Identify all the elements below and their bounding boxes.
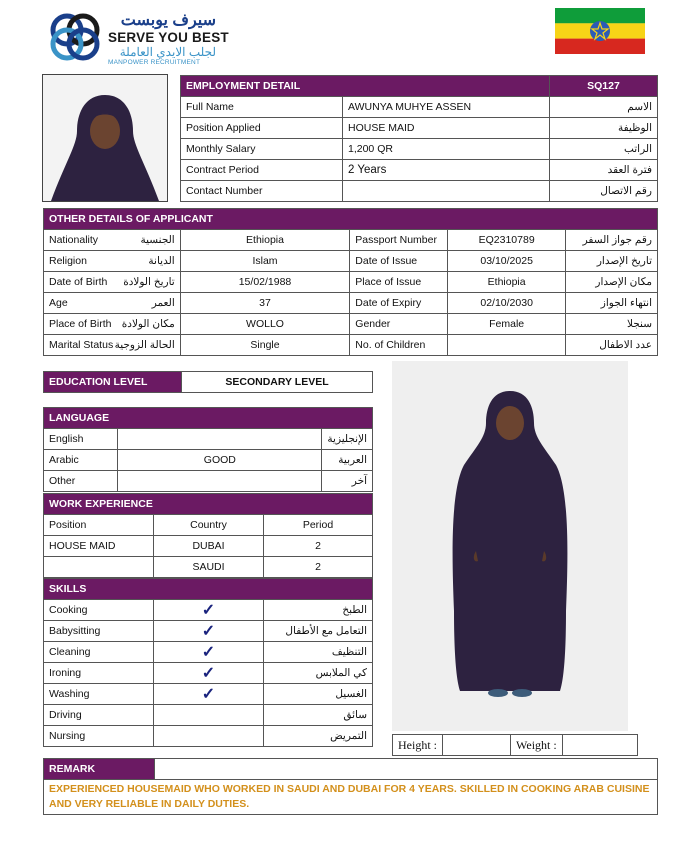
employment-row xyxy=(181,139,658,160)
language-row xyxy=(44,429,373,450)
row-value xyxy=(118,429,322,450)
row-label-arabic: رقم الاتصال xyxy=(550,181,658,202)
education-level-label: EDUCATION LEVEL xyxy=(44,372,182,393)
row-label: Place of Birth xyxy=(49,318,112,330)
skill-row xyxy=(44,684,373,705)
other-details-title: OTHER DETAILS OF APPLICANT xyxy=(44,209,658,230)
row-label: Nationality xyxy=(49,234,99,246)
company-logo-icon xyxy=(47,10,103,62)
employment-detail-title: EMPLOYMENT DETAIL xyxy=(181,76,550,97)
row-value: Female xyxy=(448,314,566,335)
work-position: HOUSE MAID xyxy=(44,536,154,557)
row-value xyxy=(118,471,322,492)
row-label-arabic: الديانة xyxy=(148,255,175,267)
check-icon: ✓ xyxy=(154,600,264,621)
row-value: 15/02/1988 xyxy=(180,272,350,293)
row-label: Position Applied xyxy=(181,118,343,139)
row-label: Date of Birth xyxy=(49,276,108,288)
logo-arabic-tagline: لجلب الايدي العاملة xyxy=(119,45,216,59)
table-row xyxy=(44,557,373,578)
weight-label: Weight : xyxy=(511,735,563,756)
skill-label: Driving xyxy=(44,705,154,726)
row-value: Ethiopia xyxy=(448,272,566,293)
language-title: LANGUAGE xyxy=(44,408,373,429)
skill-row xyxy=(44,705,373,726)
row-label-arabic: الإنجليزية xyxy=(322,429,373,450)
skill-label: Washing xyxy=(44,684,154,705)
language-row xyxy=(44,450,373,471)
height-label: Height : xyxy=(393,735,443,756)
employment-row xyxy=(181,118,658,139)
row-label-arabic: الوظيفة xyxy=(550,118,658,139)
row-label-arabic: انتهاء الجواز xyxy=(566,293,658,314)
column-header-period: Period xyxy=(264,515,373,536)
other-details-row xyxy=(44,293,658,314)
height-value xyxy=(443,735,511,756)
check-icon xyxy=(154,726,264,747)
check-icon: ✓ xyxy=(154,642,264,663)
row-value: 37 xyxy=(180,293,350,314)
row-value: Single xyxy=(180,335,350,356)
row-label: Arabic xyxy=(44,450,118,471)
column-header-position: Position xyxy=(44,515,154,536)
education-level-value: SECONDARY LEVEL xyxy=(182,372,373,393)
check-icon: ✓ xyxy=(154,684,264,705)
row-value: HOUSE MAID xyxy=(343,118,550,139)
row-label-arabic: الاسم xyxy=(550,97,658,118)
language-table xyxy=(43,407,373,492)
remark-text: EXPERIENCED HOUSEMAID WHO WORKED IN SAUDI AND DUBAI FOR 4 YEARS. SKILLED IN COOKING ARAB CUISINE AND VERY RELIABLE IN DAILY DUTIES. xyxy=(44,780,658,815)
employment-detail-table xyxy=(180,75,658,202)
skill-label: Cooking xyxy=(44,600,154,621)
check-icon xyxy=(154,705,264,726)
row-value: GOOD xyxy=(118,450,322,471)
skill-label-arabic: التنظيف xyxy=(264,642,373,663)
work-position xyxy=(44,557,154,578)
row-value: AWUNYA MUHYE ASSEN xyxy=(343,97,550,118)
work-country: SAUDI xyxy=(154,557,264,578)
row-label: Gender xyxy=(350,314,448,335)
skills-title: SKILLS xyxy=(44,579,373,600)
skill-label-arabic: التعامل مع الأطفال xyxy=(264,621,373,642)
row-value: Islam xyxy=(180,251,350,272)
column-header-country: Country xyxy=(154,515,264,536)
applicant-portrait-photo xyxy=(42,74,168,202)
row-label-arabic: رقم جواز السفر xyxy=(566,230,658,251)
row-value: EQ2310789 xyxy=(448,230,566,251)
row-label-arabic: تاريخ الولادة xyxy=(123,276,175,288)
row-label-arabic: الجنسية xyxy=(140,234,175,246)
skill-label-arabic: كي الملابس xyxy=(264,663,373,684)
remark-title: REMARK xyxy=(44,759,155,780)
ethiopia-flag-icon xyxy=(555,8,645,54)
skill-row xyxy=(44,642,373,663)
skill-label-arabic: التمريض xyxy=(264,726,373,747)
row-label: Place of Issue xyxy=(350,272,448,293)
row-label: Age xyxy=(49,297,68,309)
table-row xyxy=(44,536,373,557)
row-label: English xyxy=(44,429,118,450)
other-details-table xyxy=(43,208,658,356)
company-logo-text xyxy=(108,10,229,66)
skill-row xyxy=(44,600,373,621)
skill-label: Babysitting xyxy=(44,621,154,642)
row-value: Ethiopia xyxy=(180,230,350,251)
language-row xyxy=(44,471,373,492)
skills-table xyxy=(43,578,373,747)
skill-label-arabic: سائق xyxy=(264,705,373,726)
skill-label-arabic: الغسيل xyxy=(264,684,373,705)
row-label: Full Name xyxy=(181,97,343,118)
skill-row xyxy=(44,726,373,747)
logo-english-name: SERVE YOU BEST xyxy=(108,30,229,45)
check-icon: ✓ xyxy=(154,621,264,642)
row-value: 02/10/2030 xyxy=(448,293,566,314)
row-value xyxy=(448,335,566,356)
applicant-code: SQ127 xyxy=(550,76,658,97)
row-label: No. of Children xyxy=(350,335,448,356)
row-value xyxy=(343,181,550,202)
work-experience-table xyxy=(43,493,373,578)
row-label-arabic: مكان الإصدار xyxy=(566,272,658,293)
other-details-row xyxy=(44,272,658,293)
employment-row xyxy=(181,160,658,181)
skill-label: Nursing xyxy=(44,726,154,747)
row-label: Monthly Salary xyxy=(181,139,343,160)
row-label-arabic: عدد الاطفال xyxy=(566,335,658,356)
remark-table xyxy=(43,758,658,815)
row-label: Marital Status xyxy=(49,339,114,351)
employment-row xyxy=(181,181,658,202)
row-label-arabic: الحالة الزوجية xyxy=(114,339,175,351)
work-period: 2 xyxy=(264,557,373,578)
skill-label: Ironing xyxy=(44,663,154,684)
work-country: DUBAI xyxy=(154,536,264,557)
row-label-arabic: مكان الولادة xyxy=(121,318,175,330)
skill-label-arabic: الطبخ xyxy=(264,600,373,621)
check-icon: ✓ xyxy=(154,663,264,684)
row-label-arabic: سنجلا xyxy=(566,314,658,335)
logo-tagline: MANPOWER RECRUITMENT xyxy=(108,59,201,66)
skill-row xyxy=(44,621,373,642)
row-label: Other xyxy=(44,471,118,492)
row-label: Contract Period xyxy=(181,160,343,181)
row-label-arabic: فترة العقد xyxy=(550,160,658,181)
row-label: Religion xyxy=(49,255,87,267)
row-label-arabic: العربية xyxy=(322,450,373,471)
skill-row xyxy=(44,663,373,684)
row-label-arabic: تاريخ الإصدار xyxy=(566,251,658,272)
other-details-row xyxy=(44,314,658,335)
other-details-row xyxy=(44,230,658,251)
row-value: 2 Years xyxy=(343,160,550,181)
row-label: Date of Expiry xyxy=(350,293,448,314)
row-value: 03/10/2025 xyxy=(448,251,566,272)
work-period: 2 xyxy=(264,536,373,557)
other-details-row xyxy=(44,335,658,356)
applicant-full-body-photo xyxy=(392,361,628,731)
row-label-arabic: آخر xyxy=(322,471,373,492)
work-experience-title: WORK EXPERIENCE xyxy=(44,494,373,515)
skill-label: Cleaning xyxy=(44,642,154,663)
row-label: Contact Number xyxy=(181,181,343,202)
weight-value xyxy=(563,735,638,756)
row-label-arabic: العمر xyxy=(151,297,175,309)
education-level-table xyxy=(43,371,373,393)
row-label: Passport Number xyxy=(350,230,448,251)
row-label: Date of Issue xyxy=(350,251,448,272)
other-details-row xyxy=(44,251,658,272)
logo-arabic-name: سيرف يوبست xyxy=(120,12,216,29)
employment-row xyxy=(181,97,658,118)
row-value: 1,200 QR xyxy=(343,139,550,160)
measurements-table xyxy=(392,734,638,756)
row-label-arabic: الراتب xyxy=(550,139,658,160)
row-value: WOLLO xyxy=(180,314,350,335)
